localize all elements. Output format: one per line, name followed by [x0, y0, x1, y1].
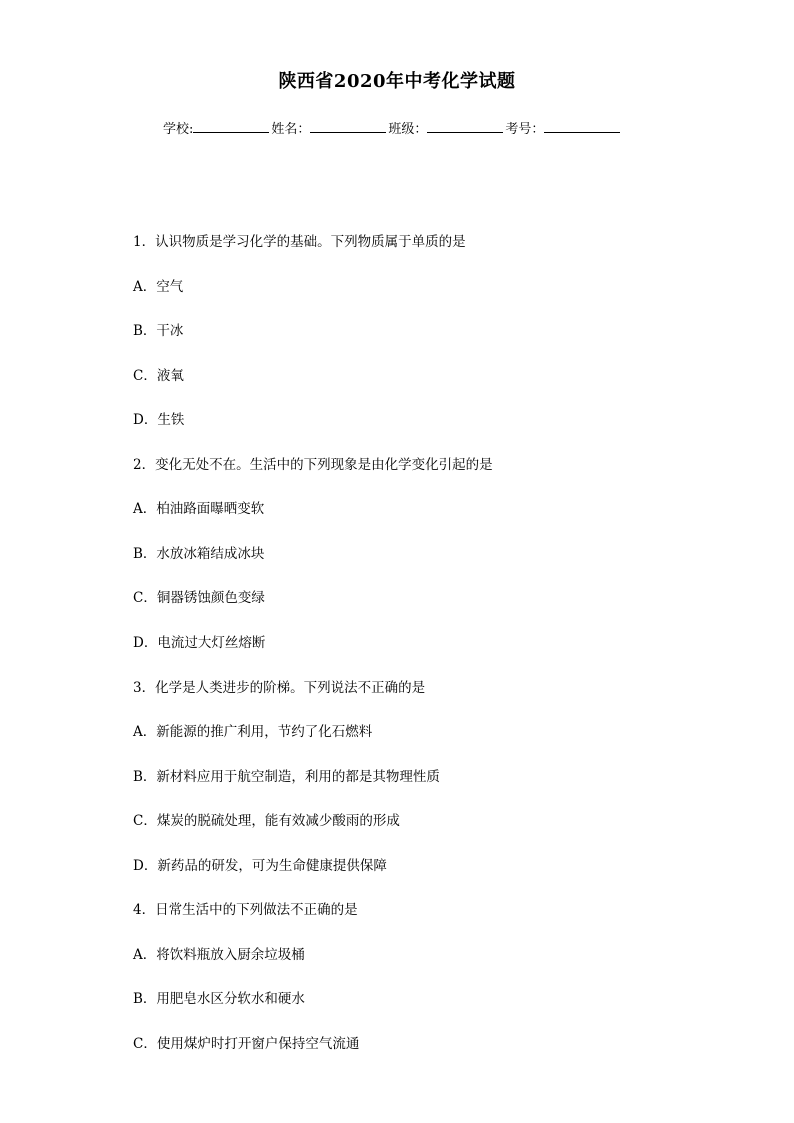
question-1-option-d: D．生铁: [133, 412, 185, 428]
name-blank[interactable]: [310, 118, 386, 133]
question-1-stem: 1．认识物质是学习化学的基础。下列物质属于单质的是: [133, 234, 466, 250]
school-blank[interactable]: [193, 118, 269, 133]
page-title: 陕西省2020年中考化学试题: [278, 71, 516, 92]
question-2-option-a: A．柏油路面曝晒变软: [133, 501, 265, 517]
question-3-option-c: C．煤炭的脱硫处理，能有效减少酸雨的形成: [133, 813, 400, 829]
question-2-stem: 2．变化无处不在。生活中的下列现象是由化学变化引起的是: [133, 457, 493, 473]
question-1-option-b: B．干冰: [133, 323, 184, 339]
school-label: 学校:: [163, 122, 194, 137]
class-blank[interactable]: [427, 118, 503, 133]
question-1-option-c: C．液氧: [133, 368, 184, 384]
question-1-option-a: A．空气: [133, 279, 184, 295]
class-label: 班级：: [388, 122, 428, 137]
question-2-option-d: D．电流过大灯丝熔断: [133, 635, 266, 651]
question-3-option-d: D．新药品的研发，可为生命健康提供保障: [133, 858, 387, 874]
name-label: 姓名：: [271, 122, 311, 137]
question-3-stem: 3．化学是人类进步的阶梯。下列说法不正确的是: [133, 680, 426, 696]
exam-no-blank[interactable]: [544, 118, 620, 133]
question-2-option-c: C．铜器锈蚀颜色变绿: [133, 590, 265, 606]
question-3-option-a: A．新能源的推广利用，节约了化石燃料: [133, 724, 373, 740]
student-info-row: [163, 118, 622, 139]
question-3-option-b: B．新材料应用于航空制造，利用的都是其物理性质: [133, 769, 440, 785]
question-2-option-b: B．水放冰箱结成冰块: [133, 546, 265, 562]
question-4-stem: 4．日常生活中的下列做法不正确的是: [133, 902, 358, 918]
question-4-option-a: A．将饮料瓶放入厨余垃圾桶: [133, 947, 305, 963]
question-4-option-c: C．使用煤炉时打开窗户保持空气流通: [133, 1036, 360, 1052]
exam-no-label: 考号：: [505, 122, 545, 137]
question-4-option-b: B．用肥皂水区分软水和硬水: [133, 991, 305, 1007]
